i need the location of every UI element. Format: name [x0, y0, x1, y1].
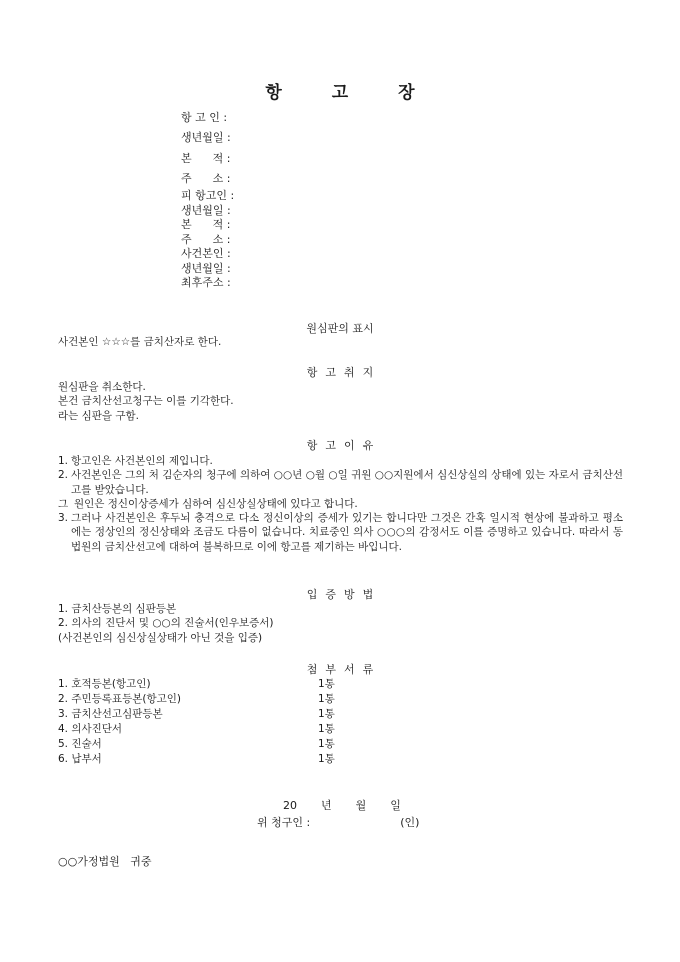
party-row: 생년월일 : [181, 203, 231, 217]
signature-line [257, 814, 419, 830]
original-text: 사건본인 ☆☆☆를 금치산자로 한다. [58, 336, 222, 348]
party-row: 본 적 : [181, 218, 231, 231]
party-row: 생년월일 : [181, 261, 231, 275]
party-row: 생년월일 : [181, 131, 231, 144]
party-row: 본 적 : [181, 152, 231, 165]
title-char: 항 [265, 83, 282, 103]
reasons-heading: 항 고 이 유 [306, 439, 374, 452]
title-char: 장 [398, 83, 415, 103]
evidence-line: 2. 의사의 진단서 및 ○○의 진술서(인우보증서) [58, 617, 274, 630]
seal-mark: (인) [400, 816, 420, 829]
evidence-heading: 입 증 방 법 [306, 588, 374, 601]
attachment-row: 6. 납부서 1통 [58, 753, 335, 765]
original-heading: 원심판의 표시 [306, 322, 374, 335]
purpose-body [58, 380, 623, 423]
reason-item: 3. 그러나 사건본인은 후두뇌 충격으로 다소 정신이상의 증세가 있기는 합니다만 그것은 간혹 일시적 현상에 불과하고 평소에는 정상인의 정신상태와 조금도 다름이 없습니다. 치료중인 의사 ○○○의 감정서도 이를 증명하고 있습니다. 따라서 동 법원의 금치산선고에 대하여 불복하므로 이에 항고를 제기하는 바입니다. [58, 512, 623, 553]
party-info [181, 108, 255, 291]
party-row: 주 소 : [181, 232, 231, 246]
attachment-row: 3. 금치산선고심판등본 1통 [58, 708, 335, 720]
document-title [0, 78, 680, 103]
purpose-line: 본건 금치산선고청구는 이를 기각한다. [58, 395, 234, 408]
party-row: 사건본인 : [181, 247, 231, 260]
evidence-body [58, 602, 623, 645]
attachment-row: 1. 호적등본(항고인) 1통 [58, 678, 335, 690]
attachment-row: 5. 진술서 1통 [58, 738, 335, 750]
attachments-heading: 첨 부 서 류 [306, 663, 374, 676]
signature-label: 위 청구인 : [257, 816, 311, 829]
purpose-line: 라는 심판을 구함. [58, 409, 140, 422]
title-char: 고 [331, 83, 349, 103]
purpose-heading: 항 고 취 지 [306, 366, 374, 379]
evidence-line: (사건본인의 심신상실상태가 아닌 것을 입증) [58, 631, 263, 644]
reason-item: 2. 사건본인은 그의 처 김순자의 청구에 의하여 ○○년 ○월 ○일 귀원 ○○지원에서 심신상실의 상태에 있는 자로서 금치산선고를 받았습니다. [58, 469, 623, 496]
attachment-row: 2. 주민등록표등본(항고인) 1통 [58, 693, 335, 705]
attachments-list [58, 677, 623, 767]
party-row: 피 항고인 : [181, 189, 235, 202]
attachment-row: 4. 의사진단서 1통 [58, 723, 335, 735]
reasons-body [58, 454, 623, 554]
reason-item: 그 원인은 정신이상증세가 심하여 심신상실상태에 있다고 합니다. [58, 497, 358, 510]
party-row: 최후주소 : [181, 276, 231, 289]
party-row: 주 소 : [181, 172, 231, 185]
evidence-line: 1. 금치산등본의 심판등본 [58, 603, 177, 615]
filing-date: 20 년 월 일 [283, 799, 401, 812]
party-row: 항 고 인 : [181, 111, 228, 124]
court-addressee: ○○가정법원 귀중 [58, 855, 152, 868]
reason-item: 1. 항고인은 사건본인의 제입니다. [58, 455, 213, 467]
purpose-line: 원심판을 취소한다. [58, 381, 146, 393]
